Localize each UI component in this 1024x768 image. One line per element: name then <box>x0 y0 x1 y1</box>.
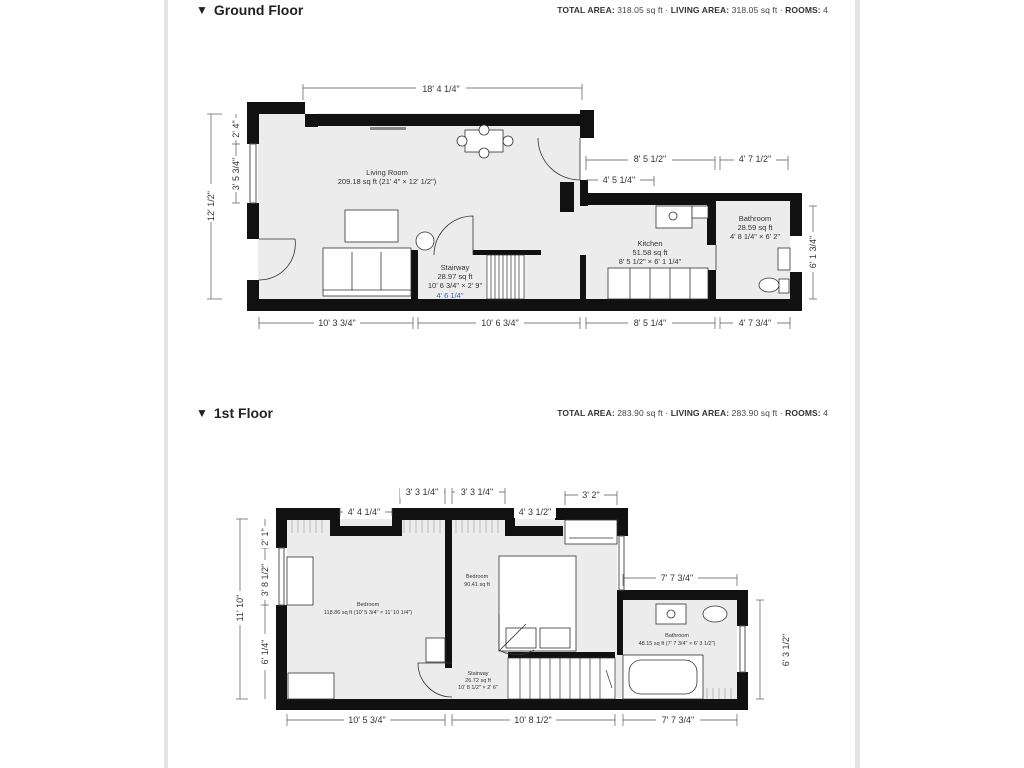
dim-top: 18' 4 1/4" <box>422 84 460 94</box>
dim-first-top-3: 3' 3 1/4" <box>460 487 494 497</box>
living-room-name: Living Room <box>366 168 408 177</box>
first-stairway-name: Stairway <box>467 671 489 677</box>
bedroom2-detail: 90.41 sq ft <box>464 582 490 588</box>
sofa <box>323 248 411 296</box>
ground-window-top <box>370 127 406 130</box>
ground-floor-plan <box>205 82 819 329</box>
stairway-blue-dim: 4' 6 1/4" <box>436 291 464 300</box>
dim-first-bottom-3: 7' 7 3/4" <box>661 715 695 725</box>
dim-first-top-1: 4' 4 1/4" <box>347 507 381 517</box>
nightstand <box>426 638 445 662</box>
dim-bottom-4: 4' 7 3/4" <box>738 318 772 328</box>
first-stairway-size: 10' 8 1/2" × 2' 6" <box>458 685 498 691</box>
wardrobe-right <box>565 520 617 544</box>
lamp <box>416 232 434 250</box>
dim-first-left-total: 11' 10" <box>235 594 245 622</box>
dim-first-left-2: 3' 8 1/2" <box>260 563 270 597</box>
dresser <box>288 673 334 699</box>
bed-left <box>287 557 313 605</box>
stairway-name: Stairway <box>440 263 470 272</box>
bathroom-name: Bathroom <box>738 214 772 223</box>
bathroom-area: 28.59 sq ft <box>737 223 773 232</box>
dim-bath-top: 4' 7 1/2" <box>738 154 772 164</box>
first-stairway-area: 26.72 sq ft <box>465 678 491 684</box>
dim-right: 6' 1 3/4" <box>808 235 818 269</box>
living-room-detail: 209.18 sq ft (21' 4" × 12' 1/2") <box>337 177 437 186</box>
dim-left-total: 12' 1/2" <box>206 191 216 221</box>
kitchen-counter <box>608 268 708 299</box>
dim-left-mid: 3' 5 3/4" <box>231 157 241 191</box>
bedroom1-detail: 118.86 sq ft (10' 5 3/4" × 11' 10 1/4") <box>323 610 413 616</box>
dim-first-left-3: 6' 1/4" <box>260 639 270 665</box>
ground-floor-area-info: TOTAL AREA: 318.05 sq ft · LIVING AREA: 318.05 sq ft · ROOMS: 4 <box>557 5 828 15</box>
first-bathroom-name: Bathroom <box>665 633 689 639</box>
collapse-triangle-icon[interactable]: ▼ <box>196 406 208 420</box>
first-floor-area-info: TOTAL AREA: 283.90 sq ft · LIVING AREA: 283.90 sq ft · ROOMS: 4 <box>557 408 828 418</box>
dim-first-bottom-1: 10' 5 3/4" <box>348 715 386 725</box>
bath-basin <box>778 248 790 270</box>
stairway-size: 10' 6 3/4" × 2' 9" <box>427 281 483 290</box>
dim-first-bath-top: 7' 7 3/4" <box>660 573 694 583</box>
kitchen-size: 8' 5 1/2" × 6' 1 1/4" <box>618 257 682 266</box>
dim-first-left-1: 2' 1" <box>260 528 270 546</box>
dim-first-top-4: 4' 3 1/2" <box>518 507 552 517</box>
first-floor-title[interactable]: ▼ 1st Floor <box>196 405 274 421</box>
first-window-right <box>740 626 745 672</box>
kitchen-area: 51.58 sq ft <box>632 248 668 257</box>
kitchen-name: Kitchen <box>637 239 663 248</box>
dim-bottom-1: 10' 3 3/4" <box>318 318 356 328</box>
toilet <box>759 278 779 292</box>
ground-stairs <box>487 255 524 299</box>
kitchen-unit <box>692 206 708 218</box>
bathroom-size: 4' 8 1/4" × 6' 2" <box>729 232 781 241</box>
dim-bottom-2: 10' 6 3/4" <box>481 318 519 328</box>
dim-kitchen-inner: 4' 5 1/4" <box>602 175 636 185</box>
bedroom2-name: Bedroom <box>465 574 489 580</box>
ground-window-left <box>250 144 256 203</box>
first-floor-plan <box>234 486 792 726</box>
dim-first-bottom-2: 10' 8 1/2" <box>514 715 552 725</box>
dim-bottom-3: 8' 5 1/4" <box>633 318 667 328</box>
dim-first-top-5: 3' 2" <box>582 490 600 500</box>
bedroom1-name: Bedroom <box>356 602 380 608</box>
dim-first-right: 6' 3 1/2" <box>781 633 791 667</box>
first-window-left <box>279 548 284 605</box>
first-stairs <box>508 658 615 699</box>
ground-floor-title[interactable]: ▼ Ground Floor <box>196 2 304 18</box>
dim-first-top-2: 3' 3 1/4" <box>405 487 439 497</box>
coffee-table <box>345 210 398 242</box>
first-toilet <box>703 606 727 622</box>
dim-kitchen-top: 8' 5 1/2" <box>633 154 667 164</box>
first-bathroom-detail: 48.15 sq ft (7' 7 3/4" × 6' 3 1/2") <box>638 641 716 647</box>
dim-left-top: 2' 4" <box>231 120 241 138</box>
stairway-area: 28.97 sq ft <box>437 272 473 281</box>
collapse-triangle-icon[interactable]: ▼ <box>196 3 208 17</box>
